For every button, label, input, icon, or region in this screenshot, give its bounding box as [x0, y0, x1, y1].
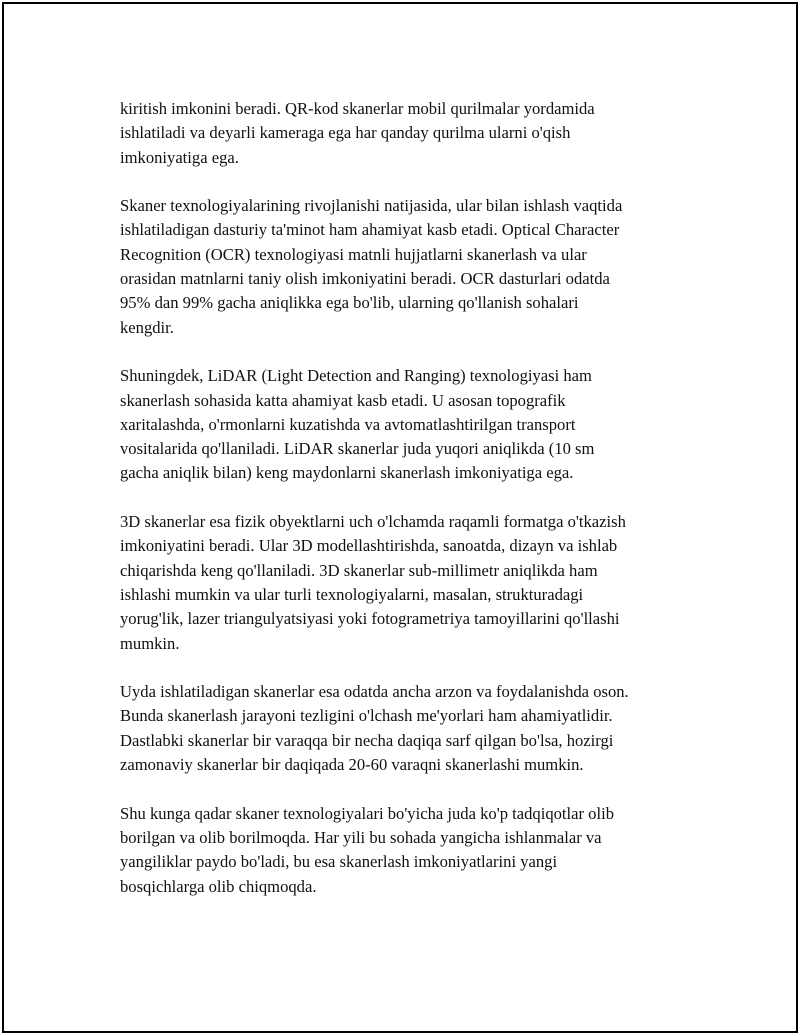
paragraph-qr-scanners: kiritish imkonini beradi. QR-kod skanerlar mobil qurilmalar yordamida ishlatiladi va deyarli kameraga ega har qanday qurilma ularni o'qish imkoniyatiga ega.	[120, 99, 595, 167]
page-frame	[2, 2, 798, 1033]
paragraph-3d-scanners: 3D skanerlar esa fizik obyektlarni uch o'lchamda raqamli formatga o'tkazish imkoniyatini beradi. Ular 3D modellashtirishda, sanoatda, dizayn va ishlab chiqarishda keng qo'llaniladi. 3D skanerlar sub-millimetr aniqlikda ham ishlashi mumkin va ular turli texnologiyalarni, masalan, strukturadagi yorug'lik, lazer triangulyatsiyasi yoki fotogrametriya tamoyillarini qo'llashi mumkin.	[120, 512, 626, 653]
paragraph-home-scanners: Uyda ishlatiladigan skanerlar esa odatda ancha arzon va foydalanishda oson. Bunda skanerlash jarayoni tezligini o'lchash me'yorlari ham ahamiyatlidir. Dastlabki skanerlar bir varaqqa bir necha daqiqa sarf qilgan bo'lsa, hozirgi zamonaviy skanerlar bir daqiqada 20-60 varaqni skanerlashi mumkin.	[120, 682, 629, 775]
paragraph-ocr-software: Skaner texnologiyalarining rivojlanishi natijasida, ular bilan ishlash vaqtida ishlatiladigan dasturiy ta'minot ham ahamiyat kasb etadi. Optical Character Recognition (OCR) texnologiyasi matnli hujjatlarni skanerlash va ular orasidan matnlarni taniy olish imkoniyatini beradi. OCR dasturlari odatda 95% dan 99% gacha aniqlikka ega bo'lib, ularning qo'llanish sohalari kengdir.	[120, 196, 623, 337]
paragraph-lidar: Shuningdek, LiDAR (Light Detection and Ranging) texnologiyasi ham skanerlash sohasida katta ahamiyat kasb etadi. U asosan topografik xaritalashda, o'rmonlarni kuzatishda va avtomatlashtirilgan transport vositalarida qo'llaniladi. LiDAR skanerlar juda yuqori aniqlikda (10 sm gacha aniqlik bilan) keng maydonlarni skanerlash imkoniyatiga ega.	[120, 366, 595, 483]
paragraph-research: Shu kunga qadar skaner texnologiyalari bo'yicha juda ko'p tadqiqotlar olib borilgan va olib borilmoqda. Har yili bu sohada yangicha ishlanmalar va yangiliklar paydo bo'ladi, bu esa skanerlash imkoniyatlarini yangi bosqichlarga olib chiqmoqda.	[120, 803, 614, 896]
document-body	[120, 97, 710, 923]
